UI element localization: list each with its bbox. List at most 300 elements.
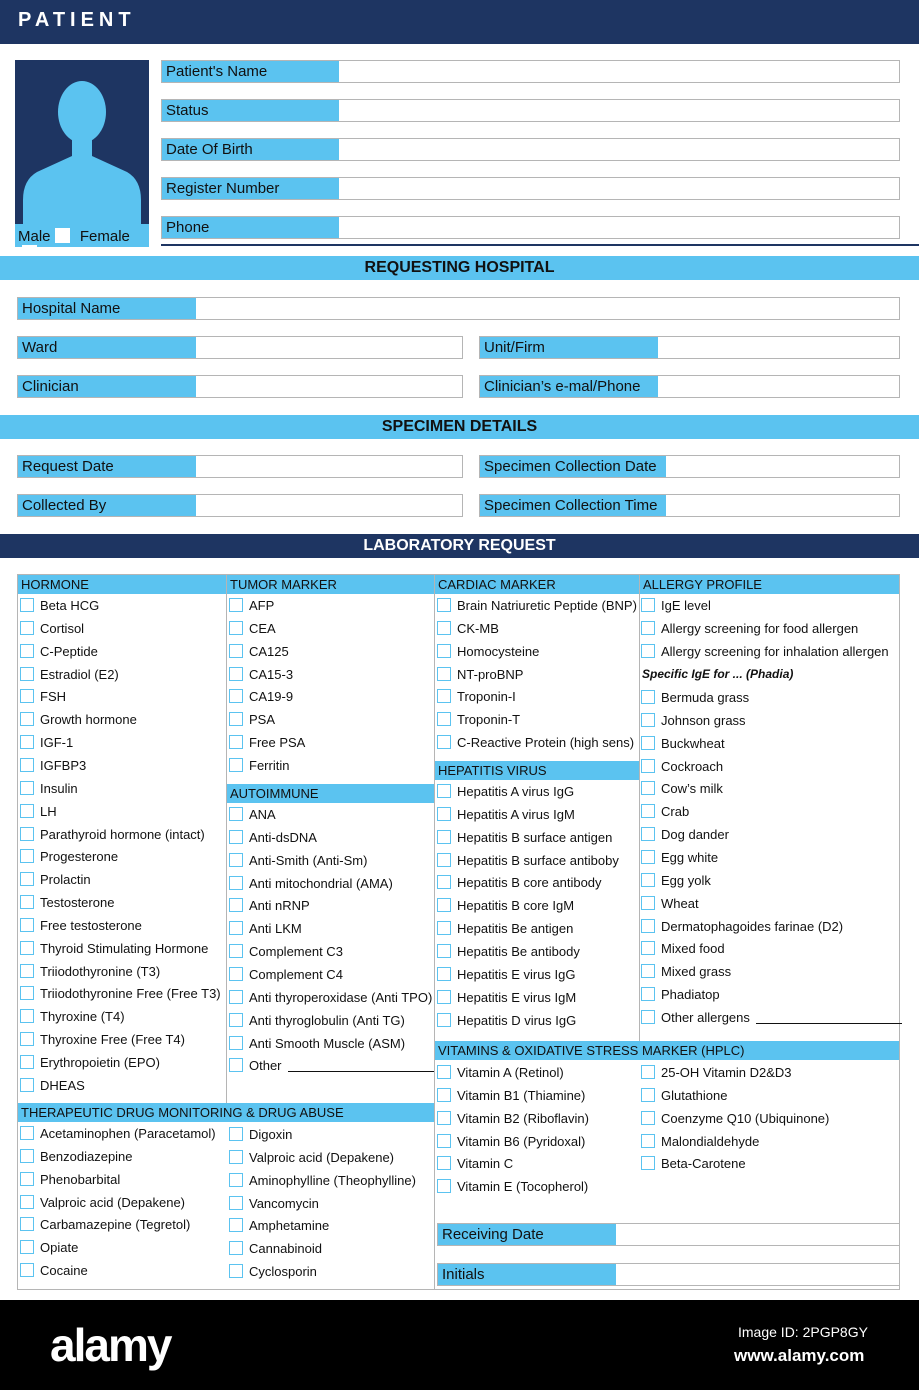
checklist-item[interactable] xyxy=(20,1054,160,1072)
checkbox[interactable] xyxy=(229,1196,243,1210)
checklist-item[interactable] xyxy=(20,826,205,844)
checklist-item[interactable] xyxy=(229,1057,434,1075)
checklist-item-label: Troponin-I xyxy=(457,689,516,705)
checklist-item-label: Carbamazepine (Tegretol) xyxy=(40,1217,191,1233)
checklist-item-label: Brain Natriuretic Peptide (BNP) xyxy=(457,598,637,613)
checkbox[interactable] xyxy=(229,921,243,935)
unit-firm-field[interactable] xyxy=(479,336,900,359)
checklist-item[interactable] xyxy=(437,1178,588,1196)
collected-by-label: Collected By xyxy=(18,495,196,516)
checklist-item[interactable] xyxy=(641,986,720,1004)
checklist-item-label: Homocysteine xyxy=(457,643,540,659)
checkbox[interactable] xyxy=(437,1088,451,1102)
checklist-item[interactable] xyxy=(437,966,576,984)
checklist-item-label: Complement C4 xyxy=(249,966,343,982)
checklist-item-label: CEA xyxy=(249,620,276,636)
status-field[interactable] xyxy=(161,99,900,122)
checklist-item-label: Phadiatop xyxy=(661,987,720,1003)
checklist-item-label: FSH xyxy=(40,689,66,705)
checklist-item[interactable] xyxy=(229,643,289,661)
checklist-item-label: Mixed food xyxy=(661,941,725,957)
checkbox[interactable] xyxy=(437,621,451,635)
checkbox[interactable] xyxy=(20,758,34,772)
checkbox[interactable] xyxy=(229,990,243,1004)
checklist-item-label: Egg yolk xyxy=(661,872,711,888)
checklist-item[interactable] xyxy=(641,849,718,867)
laboratory-request-header: LABORATORY REQUEST xyxy=(0,534,919,558)
checkbox[interactable] xyxy=(437,944,451,958)
checklist-item[interactable] xyxy=(20,711,137,729)
checklist-item[interactable] xyxy=(20,688,66,706)
checklist-item[interactable] xyxy=(229,1240,322,1258)
checklist-item-label: Vitamin A (Retinol) xyxy=(457,1065,564,1080)
checklist-item-label: Anti mitochondrial (AMA) xyxy=(249,875,393,891)
checklist-item[interactable] xyxy=(437,734,634,752)
checklist-item[interactable] xyxy=(229,897,310,915)
checklist-item[interactable] xyxy=(20,1171,120,1189)
checklist-item[interactable] xyxy=(437,829,612,847)
alamy-logo: alamy xyxy=(50,1319,171,1371)
checklist-item-label: Malondialdehyde xyxy=(661,1133,760,1149)
checklist-item[interactable] xyxy=(229,1126,292,1144)
clinician-contact-field[interactable] xyxy=(479,375,900,398)
checklist-item-label: Vitamin E (Tocopherol) xyxy=(457,1179,589,1195)
checkbox[interactable] xyxy=(229,758,243,772)
checkbox[interactable] xyxy=(20,804,34,818)
checklist-item[interactable] xyxy=(20,757,86,775)
page-title: PATIENT xyxy=(18,9,136,31)
checklist-item-label: Vancomycin xyxy=(249,1195,319,1211)
checkbox[interactable] xyxy=(437,598,451,612)
phone-field[interactable] xyxy=(161,216,900,239)
checklist-item[interactable] xyxy=(20,871,91,889)
checklist-item[interactable] xyxy=(229,1035,405,1053)
status-label: Status xyxy=(162,100,339,121)
checklist-item[interactable] xyxy=(437,852,619,870)
checkbox[interactable] xyxy=(641,827,655,841)
checklist-item[interactable] xyxy=(641,1064,792,1082)
checkbox[interactable] xyxy=(437,735,451,749)
phone-label: Phone xyxy=(162,217,339,238)
checkbox[interactable] xyxy=(20,598,34,612)
checkbox[interactable] xyxy=(641,850,655,864)
checkbox[interactable] xyxy=(437,1065,451,1079)
checklist-item-label: 25-OH Vitamin D2&D3 xyxy=(661,1065,792,1080)
checklist-item[interactable] xyxy=(641,758,723,776)
tumor-marker-header: TUMOR MARKER xyxy=(227,575,434,594)
patient-name-field[interactable] xyxy=(161,60,900,83)
checkbox[interactable] xyxy=(229,807,243,821)
checklist-item[interactable] xyxy=(641,689,749,707)
checkbox[interactable] xyxy=(229,598,243,612)
checklist-item-label: Bermuda grass xyxy=(661,690,750,705)
checklist-item[interactable] xyxy=(641,895,699,913)
checklist-item[interactable] xyxy=(641,1155,746,1173)
checkbox[interactable] xyxy=(20,781,34,795)
checkbox[interactable] xyxy=(20,689,34,703)
checklist-item-label: Testosterone xyxy=(40,895,115,911)
divider xyxy=(161,244,919,246)
checklist-item[interactable] xyxy=(229,1012,405,1030)
checkbox[interactable] xyxy=(20,667,34,681)
checklist-item[interactable] xyxy=(641,940,725,958)
checklist-item[interactable] xyxy=(20,597,99,615)
checklist-item-label: Vitamin B2 (Riboflavin) xyxy=(457,1110,589,1126)
checklist-item[interactable] xyxy=(437,597,637,615)
checkbox[interactable] xyxy=(641,804,655,818)
checkbox[interactable] xyxy=(229,1218,243,1232)
checklist-item-label: Amphetamine xyxy=(249,1218,330,1234)
checklist-item[interactable] xyxy=(437,897,574,915)
checklist-item[interactable] xyxy=(641,1110,829,1128)
checkbox[interactable] xyxy=(437,990,451,1004)
checklist-item[interactable] xyxy=(229,757,289,775)
checklist-item[interactable] xyxy=(20,1125,216,1143)
checklist-item[interactable] xyxy=(641,712,746,730)
checkbox[interactable] xyxy=(641,621,655,635)
checklist-item-label: Valproic acid (Depakene) xyxy=(249,1149,394,1165)
collection-date-label: Specimen Collection Date xyxy=(480,456,666,477)
checkbox[interactable] xyxy=(437,1156,451,1170)
checkbox[interactable] xyxy=(229,735,243,749)
checklist-item[interactable] xyxy=(20,1031,185,1049)
checkbox[interactable] xyxy=(20,964,34,978)
checklist-item[interactable] xyxy=(20,780,78,798)
checklist-item[interactable] xyxy=(20,963,160,981)
checkbox[interactable] xyxy=(641,873,655,887)
collection-date-field[interactable] xyxy=(479,455,900,478)
checklist-item-label: Opiate xyxy=(40,1240,79,1256)
collection-time-label: Specimen Collection Time xyxy=(480,495,666,516)
autoimmune-header: AUTOIMMUNE xyxy=(227,784,434,803)
ward-field[interactable] xyxy=(17,336,463,359)
checkbox[interactable] xyxy=(229,1058,243,1072)
checklist-item[interactable] xyxy=(20,666,119,684)
checklist-item[interactable] xyxy=(437,943,580,961)
watermark-footer xyxy=(0,1300,919,1390)
checklist-item-label: Vitamin B6 (Pyridoxal) xyxy=(457,1133,586,1149)
checklist-item-label: Glutathione xyxy=(661,1087,728,1103)
checkbox[interactable] xyxy=(229,1150,243,1164)
checkbox[interactable] xyxy=(641,759,655,773)
checkbox[interactable] xyxy=(641,1065,655,1079)
patient-photo-box xyxy=(15,60,149,247)
checkbox[interactable] xyxy=(229,689,243,703)
checkbox[interactable] xyxy=(437,712,451,726)
checklist-item-label: CA15-3 xyxy=(249,666,294,682)
checklist-item[interactable] xyxy=(229,989,432,1007)
checkbox[interactable] xyxy=(229,876,243,890)
checkbox[interactable] xyxy=(20,1009,34,1023)
checklist-item-label: IgE level xyxy=(661,598,711,613)
checklist-item[interactable] xyxy=(437,688,516,706)
checklist-item[interactable] xyxy=(229,875,393,893)
checklist-item[interactable] xyxy=(229,597,274,615)
checklist-item[interactable] xyxy=(20,985,221,1003)
checkbox[interactable] xyxy=(641,598,655,612)
checkbox[interactable] xyxy=(229,1264,243,1278)
checkbox[interactable] xyxy=(641,1134,655,1148)
checklist-item[interactable] xyxy=(20,1216,190,1234)
checklist-item-label: Allergy screening for inhalation allergen xyxy=(661,643,889,659)
checklist-item-label: Vitamin C xyxy=(457,1156,514,1172)
date-of-birth-field[interactable] xyxy=(161,138,900,161)
checklist-item[interactable] xyxy=(641,1133,759,1151)
checkbox[interactable] xyxy=(20,1149,34,1163)
checklist-item[interactable] xyxy=(229,829,317,847)
checklist-item[interactable] xyxy=(641,803,689,821)
collection-time-field[interactable] xyxy=(479,494,900,517)
checklist-item[interactable] xyxy=(20,643,98,661)
checkbox[interactable] xyxy=(437,898,451,912)
checklist-item[interactable] xyxy=(229,711,275,729)
checklist-item[interactable] xyxy=(437,783,574,801)
checklist-item[interactable] xyxy=(20,1008,125,1026)
checkbox[interactable] xyxy=(20,1032,34,1046)
checkbox[interactable] xyxy=(437,644,451,658)
checkbox[interactable] xyxy=(437,784,451,798)
checklist-item[interactable] xyxy=(20,1148,133,1166)
hospital-name-field[interactable] xyxy=(17,297,900,320)
checklist-item[interactable] xyxy=(20,1262,88,1280)
clinician-field[interactable] xyxy=(17,375,463,398)
checklist-item[interactable] xyxy=(229,1172,416,1190)
checklist-item-label: Digoxin xyxy=(249,1127,293,1142)
checklist-item[interactable] xyxy=(437,1012,576,1030)
checklist-item[interactable] xyxy=(437,1133,585,1151)
checkbox[interactable] xyxy=(229,967,243,981)
ward-label: Ward xyxy=(18,337,196,358)
checklist-item[interactable] xyxy=(20,940,208,958)
checkbox[interactable] xyxy=(641,1156,655,1170)
checkbox[interactable] xyxy=(20,1126,34,1140)
checklist-item[interactable] xyxy=(20,620,84,638)
checkbox[interactable] xyxy=(20,1172,34,1186)
checklist-item[interactable] xyxy=(437,874,602,892)
male-checkbox[interactable] xyxy=(55,228,70,243)
checkbox[interactable] xyxy=(20,872,34,886)
checklist-item[interactable] xyxy=(20,848,118,866)
checkbox[interactable] xyxy=(437,1013,451,1027)
checklist-item[interactable] xyxy=(437,666,523,684)
checklist-item[interactable] xyxy=(229,1263,317,1281)
checkbox[interactable] xyxy=(20,827,34,841)
checkbox[interactable] xyxy=(20,1217,34,1231)
checklist-item-label: PSA xyxy=(249,712,276,728)
image-id: Image ID: 2PGP8GY xyxy=(738,1324,868,1340)
checkbox[interactable] xyxy=(437,853,451,867)
checklist-item-label: CA19-9 xyxy=(249,689,294,705)
checkbox[interactable] xyxy=(437,667,451,681)
checklist-item[interactable] xyxy=(229,620,276,638)
checkbox[interactable] xyxy=(437,1134,451,1148)
checklist-item[interactable] xyxy=(20,1239,78,1257)
checklist-item[interactable] xyxy=(641,826,729,844)
checklist-item-label: Cannabinoid xyxy=(249,1241,323,1257)
checklist-item[interactable] xyxy=(437,1064,564,1082)
checklist-item-label: Crab xyxy=(661,804,690,820)
checklist-item-label: Cockroach xyxy=(661,758,724,774)
checklist-item[interactable] xyxy=(229,734,305,752)
checkbox[interactable] xyxy=(641,713,655,727)
checkbox[interactable] xyxy=(20,712,34,726)
checklist-item[interactable] xyxy=(20,803,57,821)
vitamins-header: VITAMINS & OXIDATIVE STRESS MARKER (HPLC) xyxy=(435,1041,899,1060)
checklist-item-label: Anti nRNP xyxy=(249,898,310,914)
checkbox[interactable] xyxy=(437,1111,451,1125)
checkbox[interactable] xyxy=(229,830,243,844)
checkbox[interactable] xyxy=(641,964,655,978)
checkbox[interactable] xyxy=(641,1088,655,1102)
checkbox[interactable] xyxy=(229,898,243,912)
avatar-placeholder xyxy=(15,60,149,224)
checklist-item[interactable] xyxy=(229,920,302,938)
checkbox[interactable] xyxy=(20,941,34,955)
checklist-item-label: Estradiol (E2) xyxy=(40,666,119,682)
checklist-item[interactable] xyxy=(229,688,293,706)
checkbox[interactable] xyxy=(229,644,243,658)
checkbox[interactable] xyxy=(229,853,243,867)
checklist-item[interactable] xyxy=(437,806,575,824)
unit-firm-label: Unit/Firm xyxy=(480,337,658,358)
checklist-item[interactable] xyxy=(641,872,711,890)
checklist-item[interactable] xyxy=(641,735,725,753)
checkbox[interactable] xyxy=(229,1241,243,1255)
checklist-item-label: Other allergens xyxy=(661,1009,750,1025)
checklist-item[interactable] xyxy=(641,1009,902,1027)
checkbox[interactable] xyxy=(20,918,34,932)
checklist-item[interactable] xyxy=(437,920,573,938)
checkbox[interactable] xyxy=(20,849,34,863)
checklist-item[interactable] xyxy=(641,620,858,638)
checklist-item-label: Other xyxy=(249,1058,282,1074)
checklist-item-label: Erythropoietin (EPO) xyxy=(40,1055,160,1070)
checklist-item[interactable] xyxy=(229,666,293,684)
checklist-item[interactable] xyxy=(641,918,843,936)
checkbox[interactable] xyxy=(229,621,243,635)
checkbox[interactable] xyxy=(20,1263,34,1277)
checkbox[interactable] xyxy=(229,712,243,726)
checkbox[interactable] xyxy=(641,1111,655,1125)
checkbox[interactable] xyxy=(20,621,34,635)
hepatitis-virus-header: HEPATITIS VIRUS xyxy=(435,761,639,780)
write-in-line[interactable] xyxy=(756,1023,902,1024)
checkbox[interactable] xyxy=(641,919,655,933)
request-date-field[interactable] xyxy=(17,455,463,478)
register-number-field[interactable] xyxy=(161,177,900,200)
checklist-item[interactable] xyxy=(229,943,343,961)
checklist-item[interactable] xyxy=(437,1155,513,1173)
checkbox[interactable] xyxy=(20,735,34,749)
checkbox[interactable] xyxy=(229,667,243,681)
checklist-item[interactable] xyxy=(641,597,711,615)
checkbox[interactable] xyxy=(437,1179,451,1193)
checklist-item-label: IGFBP3 xyxy=(40,757,87,773)
checklist-item-label: Hepatitis A virus IgM xyxy=(457,806,575,822)
checklist-item[interactable] xyxy=(641,963,731,981)
checkbox[interactable] xyxy=(20,1055,34,1069)
checklist-item[interactable] xyxy=(229,1217,329,1235)
checkbox[interactable] xyxy=(641,941,655,955)
checklist-item[interactable] xyxy=(229,1195,319,1213)
checkbox[interactable] xyxy=(437,807,451,821)
checklist-item[interactable] xyxy=(641,1087,728,1105)
checklist-item-label: Coenzyme Q10 (Ubiquinone) xyxy=(661,1110,830,1126)
checkbox[interactable] xyxy=(641,736,655,750)
checklist-item[interactable] xyxy=(229,966,343,984)
checklist-item-label: Thyroid Stimulating Hormone xyxy=(40,940,209,956)
request-date-label: Request Date xyxy=(18,456,196,477)
checkbox[interactable] xyxy=(641,690,655,704)
checklist-item[interactable] xyxy=(641,643,889,661)
checklist-item-label: ANA xyxy=(249,807,276,822)
checkbox[interactable] xyxy=(641,644,655,658)
collected-by-field[interactable] xyxy=(17,494,463,517)
checkbox[interactable] xyxy=(229,1173,243,1187)
male-label: Male xyxy=(18,228,51,245)
checklist-item[interactable] xyxy=(229,852,367,870)
checkbox[interactable] xyxy=(437,921,451,935)
checklist-item-label: Hepatitis E virus IgM xyxy=(457,989,577,1005)
receiving-date-field[interactable] xyxy=(437,1223,900,1246)
checklist-item-label: Anti thyroperoxidase (Anti TPO) xyxy=(249,989,433,1005)
checkbox[interactable] xyxy=(641,987,655,1001)
checkbox[interactable] xyxy=(641,896,655,910)
specimen-details-header: SPECIMEN DETAILS xyxy=(0,415,919,439)
checklist-item[interactable] xyxy=(437,1110,589,1128)
checkbox[interactable] xyxy=(229,1013,243,1027)
checkbox[interactable] xyxy=(437,875,451,889)
checklist-item[interactable] xyxy=(20,1194,185,1212)
checkbox[interactable] xyxy=(437,830,451,844)
checkbox[interactable] xyxy=(20,644,34,658)
write-in-line[interactable] xyxy=(288,1071,434,1072)
checklist-item[interactable] xyxy=(437,643,539,661)
checkbox[interactable] xyxy=(229,1036,243,1050)
checklist-item-label: Hepatitis D virus IgG xyxy=(457,1012,577,1028)
checklist-item[interactable] xyxy=(437,1087,585,1105)
checkbox[interactable] xyxy=(641,1010,655,1024)
checklist-item[interactable] xyxy=(20,894,114,912)
checkbox[interactable] xyxy=(437,689,451,703)
checkbox[interactable] xyxy=(229,1127,243,1141)
checklist-item[interactable] xyxy=(20,734,73,752)
checklist-item-label: Johnson grass xyxy=(661,712,746,728)
checklist-item-label: Cyclosporin xyxy=(249,1264,317,1280)
checkbox[interactable] xyxy=(20,1078,34,1092)
checklist-item[interactable] xyxy=(641,780,723,798)
checkbox[interactable] xyxy=(20,1195,34,1209)
checkbox[interactable] xyxy=(20,986,34,1000)
checklist-item[interactable] xyxy=(437,620,499,638)
checklist-item[interactable] xyxy=(229,806,276,824)
checklist-item-label: Insulin xyxy=(40,780,78,796)
checklist-item[interactable] xyxy=(229,1149,394,1167)
checkbox[interactable] xyxy=(641,781,655,795)
checklist-item[interactable] xyxy=(437,989,576,1007)
checklist-item[interactable] xyxy=(20,917,142,935)
checkbox[interactable] xyxy=(20,895,34,909)
initials-field[interactable] xyxy=(437,1263,900,1286)
checkbox[interactable] xyxy=(20,1240,34,1254)
checklist-item[interactable] xyxy=(437,711,520,729)
checklist-item-label: Valproic acid (Depakene) xyxy=(40,1194,185,1210)
checkbox[interactable] xyxy=(437,967,451,981)
checklist-item-label: Mixed grass xyxy=(661,964,732,980)
checklist-item-label: Hepatitis B core antibody xyxy=(457,875,602,891)
checkbox[interactable] xyxy=(229,944,243,958)
checklist-item[interactable] xyxy=(20,1077,85,1095)
